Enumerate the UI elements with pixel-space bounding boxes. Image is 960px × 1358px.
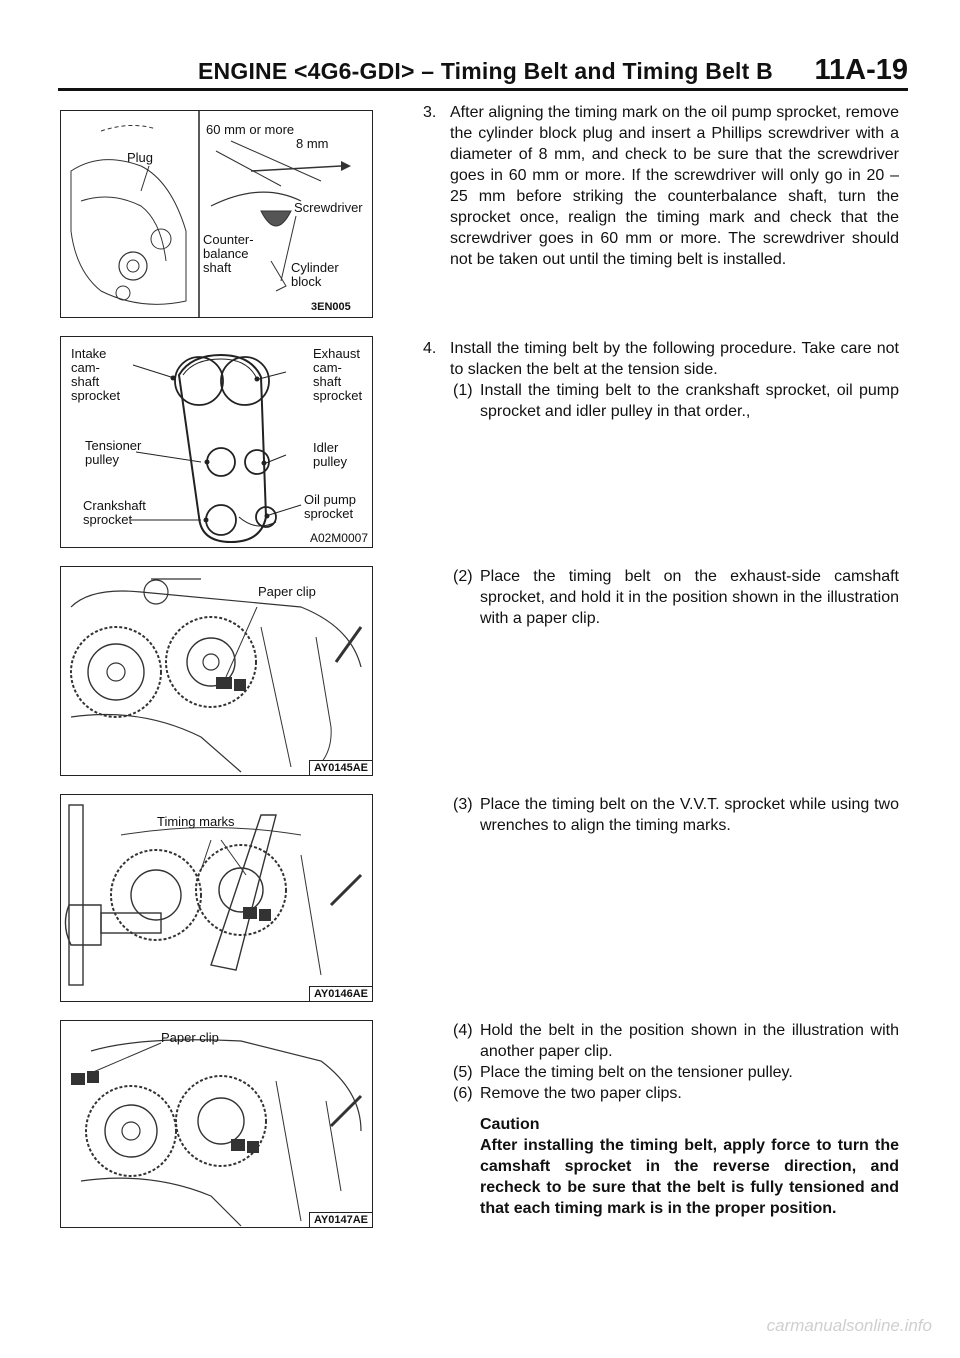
figure-belt-routing	[60, 336, 373, 548]
figure-code: AY0147AE	[309, 1212, 372, 1227]
substeps-4-6-and-caution	[423, 1020, 899, 1219]
header-rule	[58, 88, 908, 91]
step-text: After aligning the timing mark on the oil pump sprocket, remove the cylinder block plug and insert a Phillips screwdriver with a diameter of 8 mm, and check to be sure that the screwdriver goes in 60 mm or more. If the screwdriver will only go in 20 – 25 mm before striking the counterbalance shaft, turn the sprocket once, realign the timing mark and check that the screwdriver goes in 60 mm or more. The screwdriver should not be taken out until the timing belt is installed.	[450, 104, 899, 268]
figure-code: AY0145AE	[309, 760, 372, 775]
figure-screwdriver-check	[60, 110, 373, 318]
watermark: carmanualsonline.info	[766, 1316, 932, 1335]
figure-code: AY0146AE	[309, 986, 372, 1001]
step-number: 3.	[423, 104, 437, 121]
caution-text: After installing the timing belt, apply force to turn the camshaft sprocket in the reverse direction, and recheck to be sure that the belt is fully tensioned and that each timing mark is in the proper position.	[480, 1137, 899, 1217]
substep-number: (1)	[453, 382, 473, 399]
label-oil-pump-sprocket: Oil pump sprocket	[304, 492, 357, 521]
label-distance-60mm: 60 mm or more	[206, 122, 295, 137]
label-exhaust-camshaft-sprocket: Exhaust cam- shaft sprocket	[313, 346, 363, 403]
substep-text: Place the timing belt on the exhaust-side camshaft sprocket, and hold it in the position shown in the illustration with a paper clip.	[480, 568, 899, 627]
label-timing-marks: Timing marks	[157, 814, 235, 829]
substep-text: Install the timing belt to the crankshaft sprocket, oil pump sprocket and idler pulley in that order.,	[480, 382, 899, 420]
substep-number: (2)	[453, 568, 473, 585]
label-diameter-8mm: 8 mm	[296, 136, 329, 151]
substep-text: Place the timing belt on the tensioner pulley.	[480, 1064, 793, 1081]
label-cylinder-block: Cylinder block	[291, 260, 339, 289]
step-text: Install the timing belt by the following procedure. Take care not to slacken the belt at the tension side.	[450, 340, 899, 378]
figure-code: 3EN005	[311, 301, 351, 313]
figure-paper-clip-intake	[60, 1020, 373, 1228]
label-plug: Plug	[127, 150, 154, 165]
substep-text: Place the timing belt on the V.V.T. sprocket while using two wrenches to align the timing marks.	[480, 796, 899, 834]
page-title: ENGINE <4G6-GDI> – Timing Belt and Timing Belt B	[198, 58, 773, 84]
step-4	[423, 338, 899, 422]
substep-2	[423, 566, 899, 629]
figure-code: A02M0007	[309, 531, 368, 545]
caution-title: Caution	[480, 1116, 540, 1133]
illustration-camshaft-clip	[61, 567, 373, 776]
label-idler-pulley: Idler pulley	[313, 440, 347, 469]
page-number: 11A-19	[814, 54, 908, 86]
figure-paper-clip-exhaust	[60, 566, 373, 776]
substep-3	[423, 794, 899, 836]
figure-timing-marks	[60, 794, 373, 1002]
step-3	[423, 102, 899, 270]
label-paper-clip: Paper clip	[161, 1030, 219, 1045]
label-counterbalance-shaft: Counter- balance shaft	[203, 232, 254, 275]
page-header	[58, 54, 908, 90]
label-crankshaft-sprocket: Crankshaft sprocket	[83, 498, 146, 527]
substep-number: (4)	[453, 1022, 473, 1039]
substep-number: (3)	[453, 796, 473, 813]
substep-number: (6)	[453, 1085, 473, 1102]
label-tensioner-pulley: Tensioner pulley	[85, 438, 142, 467]
step-number: 4.	[423, 340, 437, 357]
substep-text: Hold the belt in the position shown in the illustration with another paper clip.	[480, 1022, 899, 1060]
substep-text: Remove the two paper clips.	[480, 1085, 682, 1102]
label-intake-camshaft-sprocket: Intake cam- shaft sprocket	[71, 346, 121, 403]
substep-number: (5)	[453, 1064, 473, 1081]
label-screwdriver: Screwdriver	[294, 200, 363, 215]
illustration-second-clip	[61, 1021, 373, 1228]
label-paper-clip: Paper clip	[258, 584, 316, 599]
